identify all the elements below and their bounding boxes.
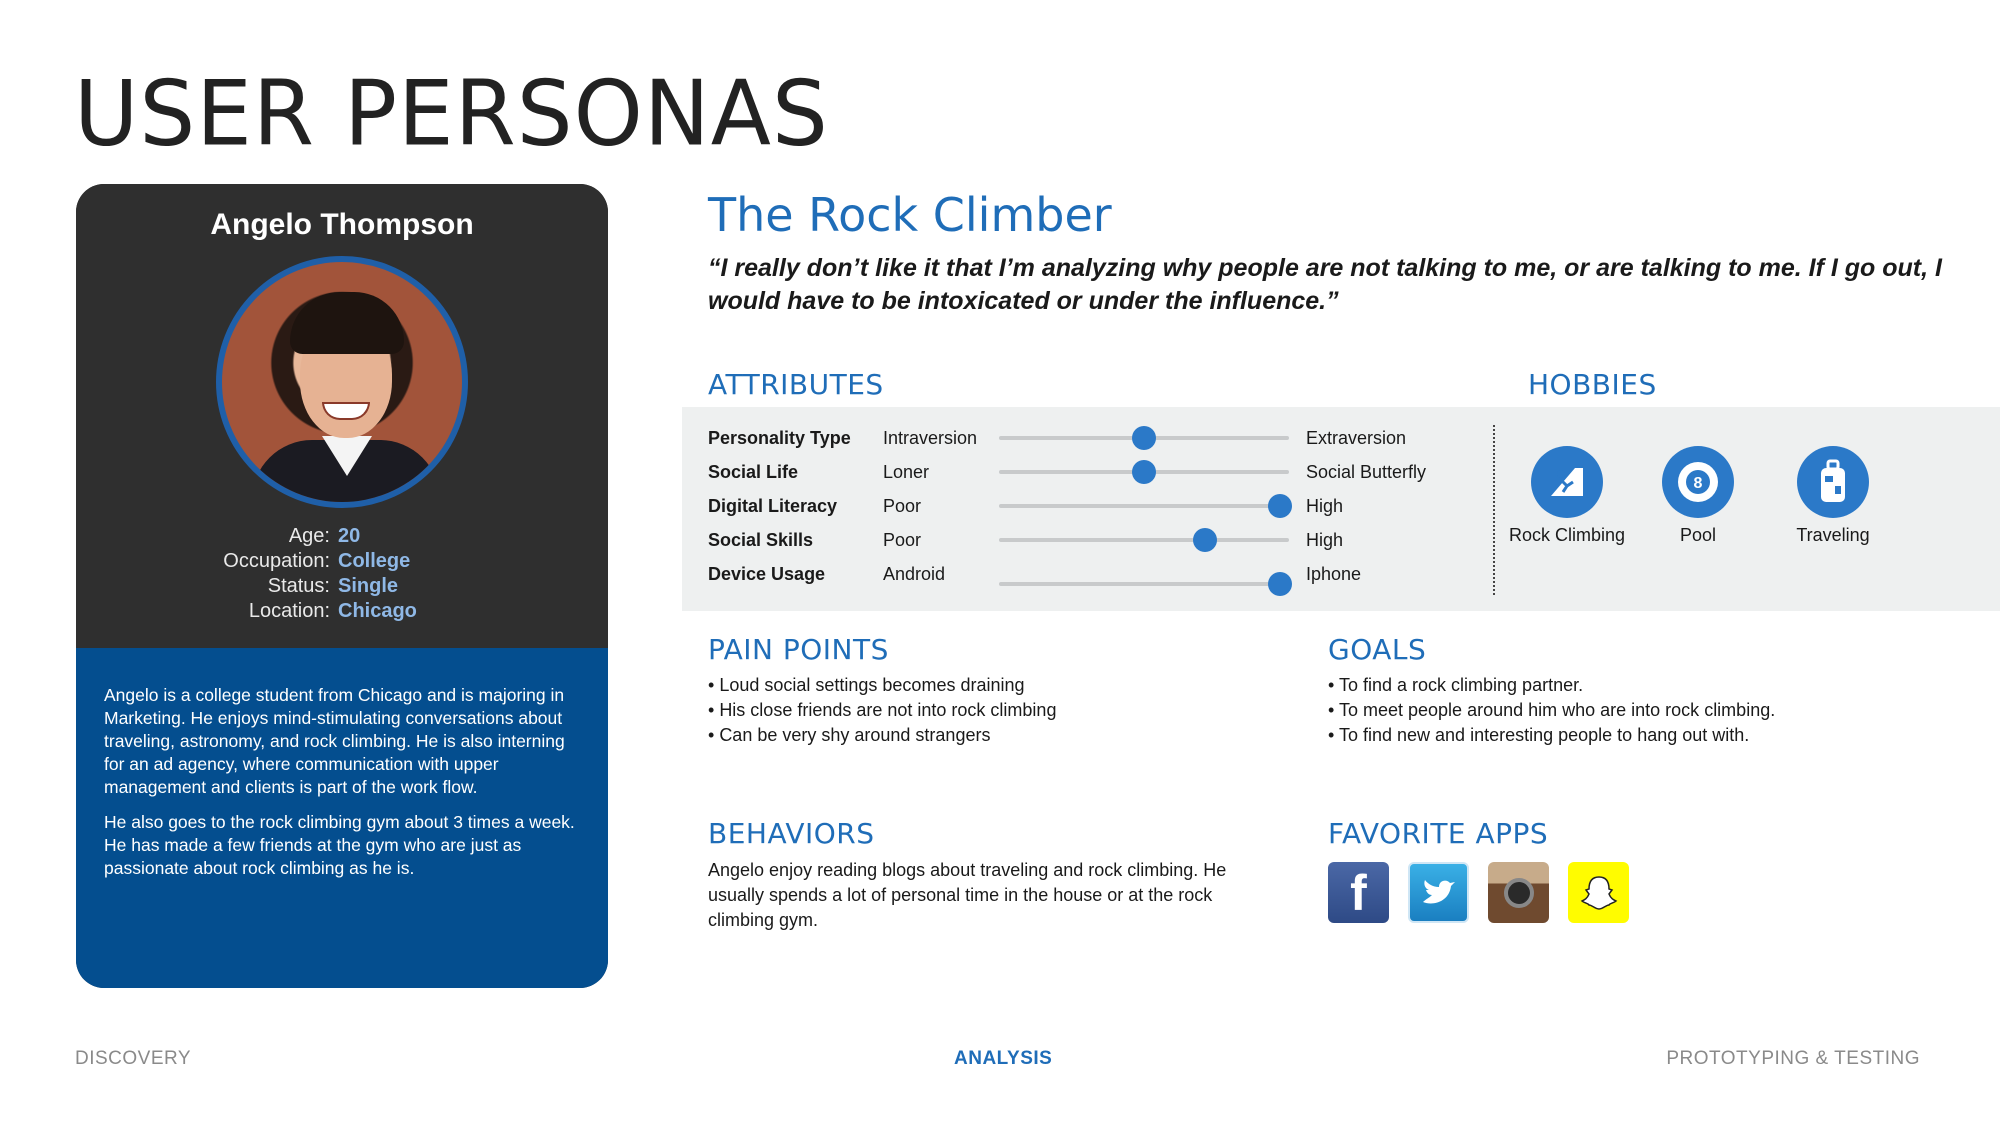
info-row-occupation xyxy=(76,549,608,574)
hobby-traveling xyxy=(1773,446,1893,546)
nav-prototyping-testing[interactable]: PROTOTYPING & TESTING xyxy=(1666,1048,1920,1069)
attribute-name: Social Life xyxy=(708,462,799,482)
info-row-location xyxy=(76,599,608,624)
attribute-min-label: Intraversion xyxy=(883,428,978,448)
attribute-slider-track xyxy=(999,538,1289,542)
attribute-slider-track xyxy=(999,582,1289,586)
goals-list xyxy=(1328,673,1775,748)
list-item: • To find a rock climbing partner. xyxy=(1328,673,1775,698)
profile-card xyxy=(76,184,608,988)
attribute-row-social-skills xyxy=(708,526,1468,554)
info-label: Occupation: xyxy=(223,550,330,572)
persona-bio xyxy=(104,684,584,892)
attribute-name: Digital Literacy xyxy=(708,496,838,516)
billiard-ball-icon xyxy=(1662,446,1734,518)
attribute-slider-knob xyxy=(1132,426,1156,450)
attribute-min-label: Poor xyxy=(883,530,922,550)
persona-title: The Rock Climber xyxy=(708,188,1112,242)
hobby-rock-climbing xyxy=(1507,446,1627,546)
attribute-min-label: Poor xyxy=(883,496,922,516)
attribute-max-label: High xyxy=(1306,530,1344,550)
list-item: • His close friends are not into rock climbing xyxy=(708,698,1056,723)
attribute-min-label: Android xyxy=(883,564,946,584)
info-value: Chicago xyxy=(338,600,417,622)
persona-name: Angelo Thompson xyxy=(210,208,474,241)
list-item: • Loud social settings becomes draining xyxy=(708,673,1056,698)
list-item: • To find new and interesting people to hang out with. xyxy=(1328,723,1775,748)
attribute-row-digital-literacy xyxy=(708,492,1468,520)
list-item: • To meet people around him who are into rock climbing. xyxy=(1328,698,1775,723)
instagram-icon xyxy=(1488,862,1549,923)
info-value: College xyxy=(338,550,411,572)
attributes-hobbies-divider xyxy=(1493,425,1495,595)
page-title: USER PERSONAS xyxy=(74,60,829,167)
attribute-row-social-life xyxy=(708,458,1468,486)
attribute-name: Social Skills xyxy=(708,530,814,550)
hobby-label: Traveling xyxy=(1796,525,1870,545)
info-label: Status: xyxy=(267,575,330,597)
favorite-apps-row xyxy=(1328,862,1629,923)
info-value: 20 xyxy=(338,525,361,547)
snapchat-icon xyxy=(1568,862,1629,923)
attribute-slider-track xyxy=(999,470,1289,474)
attribute-max-label: High xyxy=(1306,496,1344,516)
facebook-icon: f xyxy=(1328,862,1389,923)
attribute-row-personality xyxy=(708,424,1468,452)
favorite-apps-heading: FAVORITE APPS xyxy=(1328,817,1549,850)
persona-quote: “I really don’t like it that I’m analyzing why people are not talking to me, or are talking to me. If I go out, I would have to be intoxicated or under the influence.” xyxy=(708,254,1942,315)
attribute-slider-knob xyxy=(1268,494,1292,518)
attribute-slider-knob xyxy=(1132,460,1156,484)
hobby-label: Rock Climbing xyxy=(1508,525,1626,545)
goals-heading: GOALS xyxy=(1328,633,1427,666)
attribute-max-label: Social Butterfly xyxy=(1306,462,1427,482)
hobby-pool xyxy=(1638,446,1758,546)
info-label: Location: xyxy=(248,600,330,622)
attribute-max-label: Iphone xyxy=(1306,564,1362,584)
pain-points-list xyxy=(708,673,1056,748)
info-label: Age: xyxy=(288,525,330,547)
attribute-name: Personality Type xyxy=(708,428,851,448)
climber-icon xyxy=(1531,446,1603,518)
behaviors-text: Angelo enjoy reading blogs about traveling and rock climbing. He usually spends a lot of personal time in the house or at the rock climbing gym. xyxy=(708,860,1227,930)
info-row-age xyxy=(76,524,608,549)
info-row-status xyxy=(76,574,608,599)
twitter-icon xyxy=(1408,862,1469,923)
hobby-label: Pool xyxy=(1679,525,1717,545)
nav-analysis[interactable]: ANALYSIS xyxy=(954,1048,1053,1069)
profile-info xyxy=(76,524,608,624)
behaviors-heading: BEHAVIORS xyxy=(708,817,875,850)
attribute-name: Device Usage xyxy=(708,564,826,584)
avatar xyxy=(216,256,468,508)
svg-text:8: 8 xyxy=(1693,475,1703,492)
bio-paragraph: He also goes to the rock climbing gym about 3 times a week. He has made a few friends at the gym who are just as passionate about rock climbing as he is. xyxy=(104,812,575,878)
luggage-icon xyxy=(1797,446,1869,518)
attribute-slider-track xyxy=(999,504,1289,508)
pain-points-heading: PAIN POINTS xyxy=(708,633,889,666)
attribute-max-label: Extraversion xyxy=(1306,428,1407,448)
attribute-slider-knob xyxy=(1193,528,1217,552)
info-value: Single xyxy=(338,575,399,597)
attribute-min-label: Loner xyxy=(883,462,930,482)
nav-discovery[interactable]: DISCOVERY xyxy=(75,1048,192,1069)
attribute-slider-track xyxy=(999,436,1289,440)
bio-paragraph: Angelo is a college student from Chicago and is majoring in Marketing. He enjoys mind-stimulating conversations about traveling, astronomy, and rock climbing. He is also interning for an ad agency, where communication with upper management and clients is part of the work flow. xyxy=(104,685,565,797)
attribute-row-device-usage xyxy=(708,560,1468,588)
list-item: • Can be very shy around strangers xyxy=(708,723,1056,748)
hobbies-heading: HOBBIES xyxy=(1528,368,1657,401)
attributes-heading: ATTRIBUTES xyxy=(708,368,884,401)
